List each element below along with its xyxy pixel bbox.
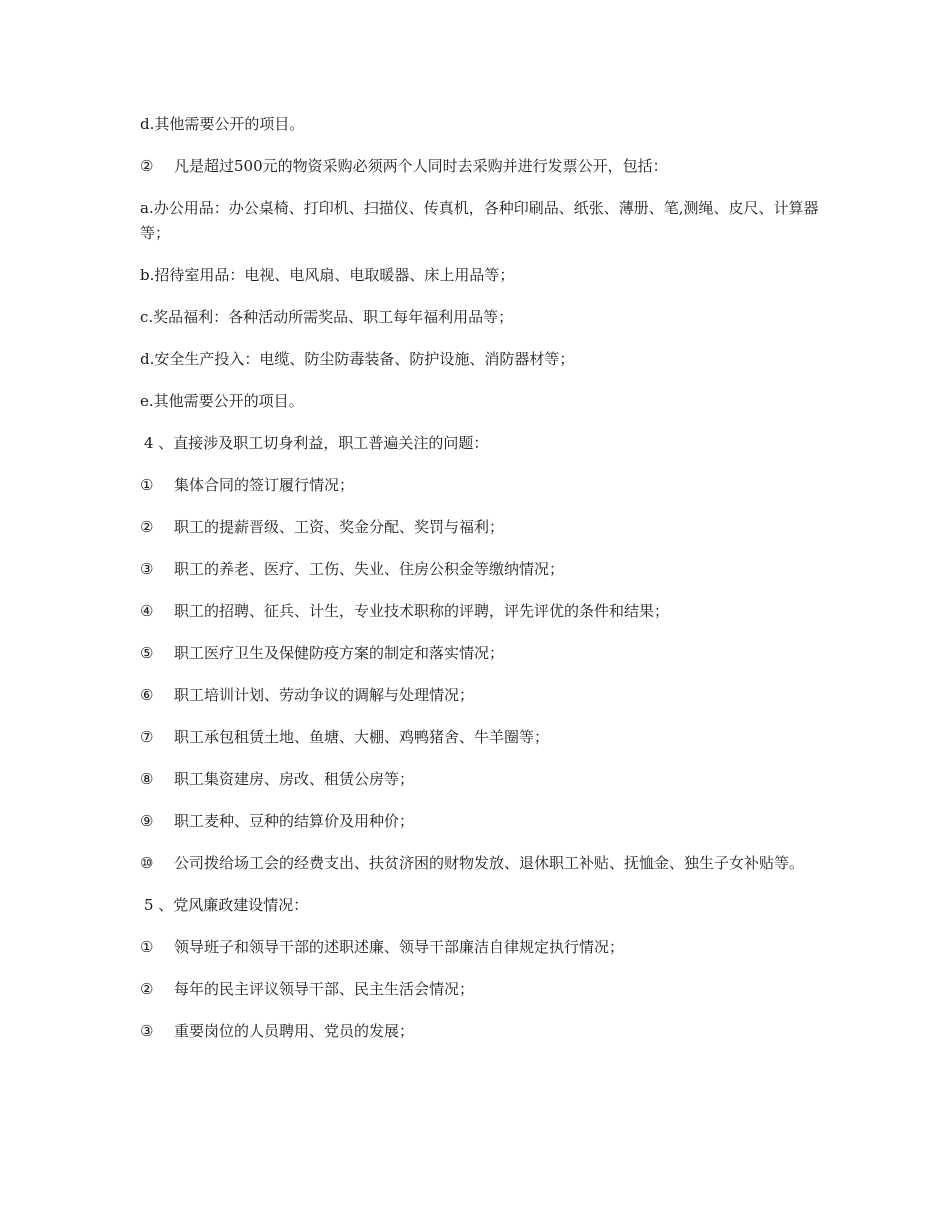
list-item-text: 凡是超过500元的物资采购必须两个人同时去采购并进行发票公开，包括： — [174, 157, 668, 175]
paragraph — [140, 305, 820, 330]
list-item-text: 职工承包租赁土地、鱼塘、大棚、鸡鸭猪舍、牛羊圈等； — [174, 728, 550, 746]
list-marker: ⑨ — [140, 812, 154, 830]
list-marker: ③ — [140, 1022, 154, 1040]
list-item — [140, 641, 820, 666]
list-item — [140, 599, 820, 624]
list-item-text: 职工集资建房、房改、租赁公房等； — [174, 770, 415, 788]
list-item — [140, 851, 820, 876]
list-item — [140, 557, 820, 582]
list-marker: ② — [140, 157, 154, 175]
list-item-text: 领导班子和领导干部的述职述廉、领导干部廉洁自律规定执行情况； — [174, 938, 625, 956]
list-marker: ④ — [140, 602, 154, 620]
section-heading — [140, 431, 820, 456]
list-marker: ⑩ — [140, 854, 154, 872]
list-item — [140, 1019, 820, 1044]
list-marker: ⑤ — [140, 644, 154, 662]
list-marker: ⑥ — [140, 686, 154, 704]
list-item — [140, 977, 820, 1002]
paragraph-text: d.安全生产投入：电缆、防尘防毒装备、防护设施、消防器材等； — [140, 350, 575, 368]
list-item — [140, 767, 820, 792]
paragraph-text: d.其他需要公开的项目。 — [140, 115, 305, 133]
list-marker: ⑧ — [140, 770, 154, 788]
list-item-text: 职工麦种、豆种的结算价及用种价； — [174, 812, 415, 830]
document-body — [140, 112, 820, 1061]
paragraph-text: a.办公用品：办公桌椅、打印机、扫描仪、传真机，各种印刷品、纸张、薄册、笔,测绳、皮尺、计算器等； — [140, 199, 819, 242]
paragraph-text: e.其他需要公开的项目。 — [140, 392, 304, 410]
list-marker: ② — [140, 518, 154, 536]
paragraph — [140, 389, 820, 414]
list-item-text: 重要岗位的人员聘用、党员的发展； — [174, 1022, 415, 1040]
section-heading-text: 5 、党风廉政建设情况： — [144, 896, 309, 914]
list-item-text: 职工培训计划、劳动争议的调解与处理情况； — [174, 686, 475, 704]
list-item — [140, 935, 820, 960]
paragraph — [140, 112, 820, 137]
list-item-text: 职工医疗卫生及保健防疫方案的制定和落实情况； — [174, 644, 505, 662]
list-item-text: 职工的招聘、征兵、计生，专业技术职称的评聘，评先评优的条件和结果； — [174, 602, 670, 620]
paragraph-text: c.奖品福利：各种活动所需奖品、职工每年福利用品等； — [140, 308, 514, 326]
list-item — [140, 683, 820, 708]
list-item — [140, 473, 820, 498]
list-item-text: 集体合同的签订履行情况； — [174, 476, 355, 494]
list-marker: ① — [140, 938, 154, 956]
paragraph — [140, 196, 820, 246]
list-marker: ① — [140, 476, 154, 494]
list-item-text: 每年的民主评议领导干部、民主生活会情况； — [174, 980, 475, 998]
list-item-text: 职工的养老、医疗、工伤、失业、住房公积金等缴纳情况； — [174, 560, 565, 578]
section-heading — [140, 893, 820, 918]
paragraph — [140, 347, 820, 372]
list-item — [140, 154, 820, 179]
list-marker: ⑦ — [140, 728, 154, 746]
paragraph — [140, 263, 820, 288]
list-item — [140, 725, 820, 750]
list-marker: ② — [140, 980, 154, 998]
paragraph-text: b.招待室用品：电视、电风扇、电取暖器、床上用品等； — [140, 266, 515, 284]
list-item — [140, 515, 820, 540]
list-item — [140, 809, 820, 834]
list-item-text: 职工的提薪晋级、工资、奖金分配、奖罚与福利； — [174, 518, 505, 536]
list-marker: ③ — [140, 560, 154, 578]
list-item-text: 公司拨给场工会的经费支出、扶贫济困的财物发放、退休职工补贴、抚恤金、独生子女补贴等。 — [174, 854, 805, 872]
section-heading-text: 4 、直接涉及职工切身利益，职工普遍关注的问题： — [144, 434, 489, 452]
